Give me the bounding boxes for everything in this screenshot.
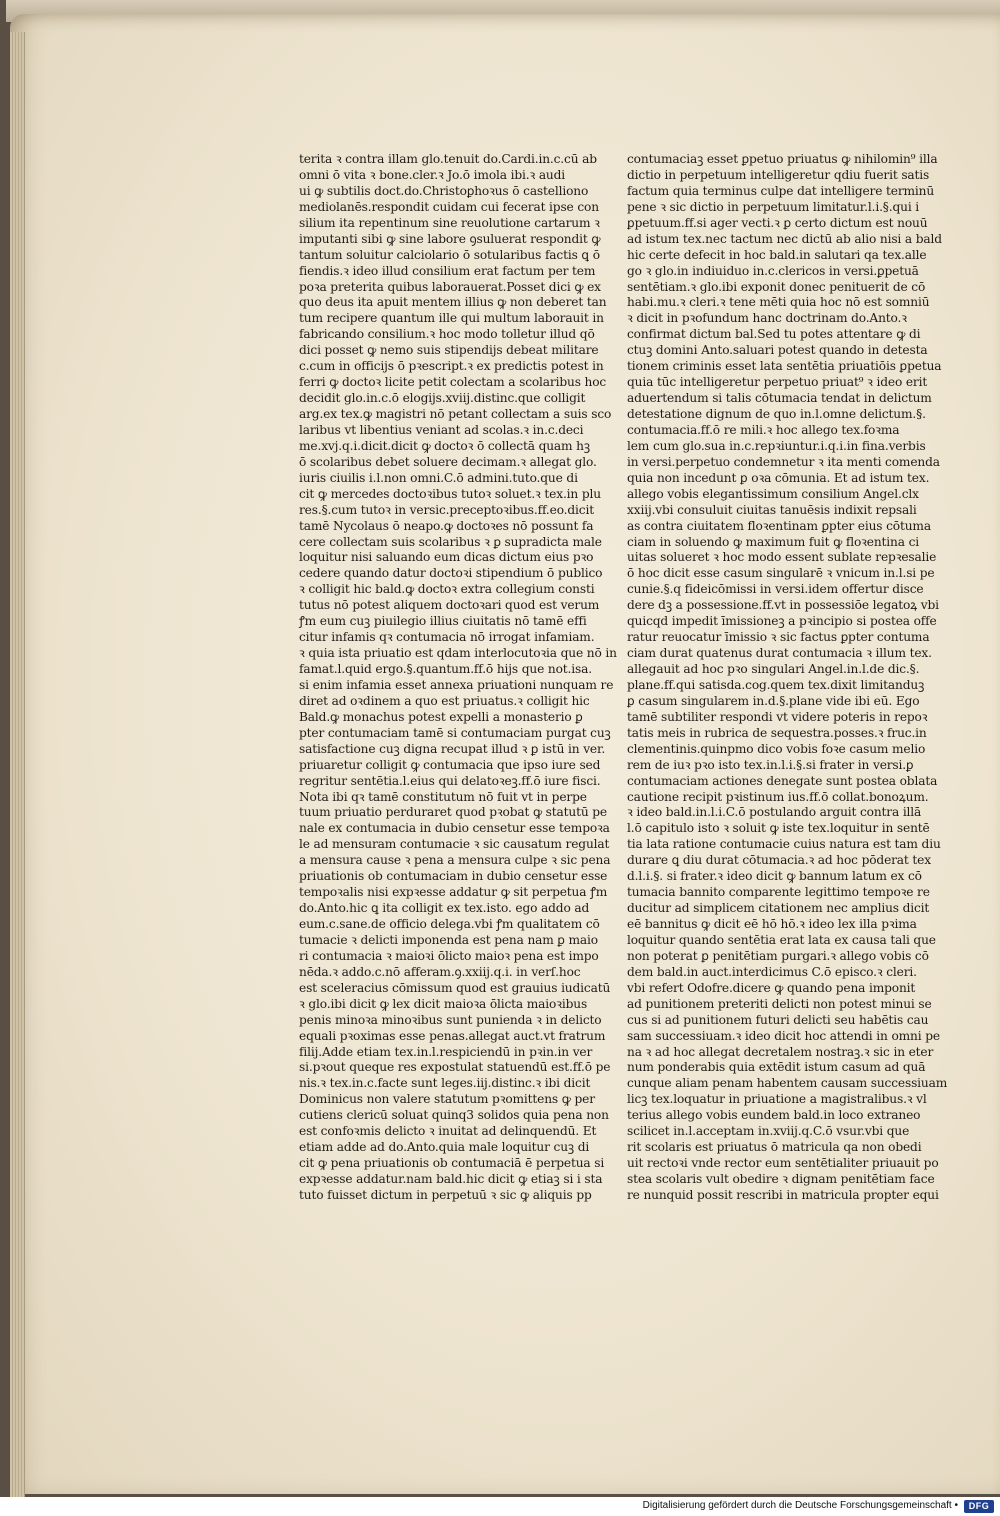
- text-line: ciam durat quatenus durat contumacia ꝛ illum tex.: [627, 646, 932, 661]
- text-line: etiam adde ad do.Anto.quia male loquitur cuꝫ di: [299, 1140, 590, 1155]
- text-line: imputanti sibi ꝙ sine labore ꝯsuluerat respondit ꝙ: [299, 231, 601, 246]
- text-line: detestatione dignum de quo in.l.omne delictum.§.: [627, 407, 926, 421]
- text-line: dere dꝫ a possessione.ff.vt in possessiōe legatoꝝ vbi: [627, 598, 939, 613]
- text-line: tia lata ratione contumacie cuius natura est tam diu: [627, 837, 941, 852]
- text-line: Nota ibi qꝛ tamē constitutum nō fuit vt in perpe: [299, 789, 587, 804]
- text-line: cutiens clericū soluat quinq3 solidos quia pena non: [299, 1108, 609, 1123]
- text-line: tuum priuatio perduraret quod pꝛobat ꝙ statutū pe: [299, 805, 607, 820]
- text-line: in versi.perpetuo condemnetur ꝛ ita menti comenda: [627, 454, 940, 469]
- text-column-left: [299, 152, 617, 1204]
- text-line: fiendis.ꝛ ideo illud consilium erat factum per tem: [299, 263, 596, 278]
- text-line: loquitur nisi saluando eum dicas dictum eius pꝛo: [299, 550, 594, 565]
- text-line: filij.Adde etiam tex.in.l.respiciendū in pꝛin.in ver: [299, 1044, 593, 1059]
- text-line: cere collectam suis scolaribus ꝛ ꝑ supradicta male: [299, 534, 602, 549]
- text-line: le ad mensuram contumacie ꝛ sic causatum regulat: [299, 837, 610, 852]
- text-line: cunque aliam penam habentem causam successiuam: [627, 1076, 948, 1091]
- text-line: pene ꝛ sic dictio in perpetuum limitatur.l.i.§.qui i: [627, 199, 920, 214]
- text-line: confirmat dictum bal.Sed tu potes attentare ꝙ di: [627, 327, 921, 342]
- text-line: na ꝛ ad hoc allegat decretalem nostraꝫ.ꝛ sic in eter: [627, 1044, 934, 1059]
- dfg-logo-icon: DFG: [964, 1500, 994, 1513]
- text-line: habi.mu.ꝛ cleri.ꝛ tene mēti quia hoc nō est somniū: [627, 295, 930, 310]
- text-line: ferri ꝙ doctoꝛ licite petit colectam a scolaribus hoc: [299, 375, 607, 390]
- text-line: ꝛ dicit in pꝛofundum hanc doctrinam do.Anto.ꝛ: [627, 311, 907, 326]
- text-line: quia non incedunt ꝑ oꝛa cōmunia. Et ad istum tex.: [627, 470, 930, 485]
- text-line: tuto fuisset dictum in perpetuū ꝛ sic ꝙ aliquis pp: [299, 1187, 592, 1202]
- text-line: Bald.ꝙ monachus potest expelli a monasterio ꝑ: [299, 709, 583, 724]
- text-line: a mensura cause ꝛ pena a mensura culpe ꝛ sic pena: [299, 853, 611, 868]
- text-line: ri contumacia ꝛ maioꝛi ōlicto maioꝛ pena est impo: [299, 948, 599, 963]
- text-line: cit ꝙ pena priuationis ob contumaciā ē perpetua si: [299, 1156, 605, 1171]
- text-line: quicqd impedit īmissioneꝫ a pꝛincipio si postea offe: [627, 614, 937, 629]
- text-line: Dominicus non valere statutum pꝛomittens ꝙ per: [299, 1092, 595, 1107]
- text-line: res.§.cum tutoꝛ in versic.preceptoꝛibus.ff.eo.dicit: [299, 502, 594, 517]
- text-line: omni ō vita ꝛ bone.cler.ꝛ Jo.ō imola ibi.ꝛ audi: [299, 167, 566, 182]
- text-line: ad istum tex.nec tactum nec dictū ab alio nisi a bald: [627, 231, 942, 246]
- text-line: ꝛ colligit hic bald.ꝙ doctoꝛ extra collegium consti: [299, 582, 595, 597]
- text-line: ō hoc dicit esse casum singularē ꝛ vnicum in.l.si pe: [627, 566, 935, 581]
- text-line: quo deus ita apuit mentem illius ꝙ non deberet tan: [299, 295, 607, 310]
- text-line: dici posset ꝙ nemo suis stipendijs debeat militare: [299, 343, 599, 358]
- text-line: re nunquid possit rescribi in matricula propter equi: [627, 1187, 939, 1202]
- text-line: cit ꝙ mercedes doctoꝛibus tutoꝛ soluet.ꝛ tex.in plu: [299, 486, 601, 501]
- text-line: ꝛ quia ista priuatio est qdam interlocutoꝛia que nō in: [299, 646, 617, 661]
- text-line: allegauit ad hoc pꝛo singulari Angel.in.l.de dic.§.: [627, 662, 920, 676]
- text-column-right: [627, 152, 947, 1204]
- text-line: rem de iuꝛ pꝛo isto tex.in.l.i.§.si frater in versi.ꝑ: [627, 757, 914, 772]
- text-line: contumacia.ff.ō re mili.ꝛ hoc allego tex.foꝛma: [627, 422, 900, 437]
- text-line: terius allego vobis eundem bald.in loco extraneo: [627, 1108, 921, 1123]
- page-edge-stack: [10, 32, 25, 1502]
- text-line: ꝑ casum singularem in.d.§.plane vide ibi eū. Ego: [627, 693, 920, 708]
- text-line: tionem criminis esset lata sentētia priuatiōis ꝑpetua: [627, 359, 942, 374]
- text-line: hic certe defecit in hoc bald.in salutari qa tex.alle: [627, 247, 927, 262]
- text-line: eum.c.sane.de officio delega.vbi ꝭm qualitatem cō: [299, 917, 600, 931]
- text-line: rit scolaris est priuatus ō matricula qa non obedi: [627, 1140, 922, 1155]
- text-line: iuris ciuilis i.l.non omni.C.ō admini.tuto.que di: [299, 470, 578, 485]
- text-line: cus si ad punitionem futuri delicti seu habētis cau: [627, 1012, 929, 1027]
- text-line: lem cum glo.sua in.c.repꝛiuntur.i.q.i.in fina.verbis: [627, 438, 926, 453]
- text-line: quia tūc intelligeretur perpetuo priuat⁹ ꝛ ideo erit: [627, 375, 928, 390]
- text-line: tumacia bannito comparente legittimo tempoꝛe re: [627, 885, 930, 900]
- footer-bar: [0, 1497, 1000, 1516]
- text-line: vbi refert Odofre.dicere ꝙ quando pena imponit: [627, 980, 916, 995]
- text-line: tumacie ꝛ delicti imponenda est pena nam ꝑ maio: [299, 932, 598, 947]
- text-line: uitas solueret ꝛ hoc modo essent sublate repꝛesalie: [627, 550, 937, 565]
- text-line: ꝑpetuum.ff.si ager vecti.ꝛ ꝑ certo dictum est nouū: [627, 215, 928, 230]
- text-line: durare ꝗ diu durat cōtumacia.ꝛ ad hoc pōderat tex: [627, 853, 931, 868]
- text-line: loquitur quando sentētia erat lata ex causa tali que: [627, 932, 936, 947]
- text-line: tempoꝛalis nisi expꝛesse addatur ꝙ sit perpetua ꝭm: [299, 885, 608, 900]
- text-line: ꝭm eum cuꝫ piuilegio illius ciuitatis nō tamē effi: [299, 614, 587, 629]
- text-line: nēda.ꝛ addo.c.nō afferam.ꝯ.xxiij.q.i. in verſ.hoc: [299, 964, 581, 979]
- text-line: factum quia terminus culpe dat intelligere terminū: [627, 183, 935, 198]
- text-line: non poterat ꝑ penitētiam purgari.ꝛ allego vobis cō: [627, 948, 929, 963]
- text-line: plane.ff.qui satisda.cog.quem tex.dixit limitanduꝫ: [627, 677, 925, 692]
- text-line: sam successiuam.ꝛ ideo dicit hoc attendi in omni pe: [627, 1028, 940, 1043]
- text-line: allego vobis elegantissimum consilium Angel.clx: [627, 486, 919, 501]
- text-line: ad punitionem preteriti delicti non potest minui se: [627, 996, 932, 1011]
- text-line: expꝛesse addatur.nam bald.hic dicit ꝙ etiaꝫ si i sta: [299, 1172, 603, 1186]
- text-line: clementinis.quinpmo dico vobis foꝛe casum melio: [627, 741, 926, 756]
- text-line: terita ꝛ contra illam glo.tenuit do.Cardi.in.c.cū ab: [299, 152, 597, 166]
- text-line: ducitur ad simplicem citationem nec amplius dicit: [627, 901, 930, 916]
- text-line: contumaciaꝫ esset ꝑpetuo priuatus ꝙ nihilomin⁹ illa: [627, 152, 938, 166]
- text-line: tatis meis in rubrica de sequestra.posses.ꝛ fruc.in: [627, 725, 927, 740]
- text-line: c.cum in officijs ō pꝛescript.ꝛ ex predictis potest in: [299, 359, 604, 374]
- text-line: equali pꝛoximas esse penas.allegat auct.vt fratrum: [299, 1028, 606, 1043]
- text-line: eē bannitus ꝙ dicit eē hō hō.ꝛ ideo lex illa pꝛima: [627, 917, 917, 931]
- text-line: tamē subtiliter respondi vt videre poteris in repoꝛ: [627, 709, 928, 724]
- text-line: cunie.§.q fideicōmissi in versi.idem offertur disce: [627, 582, 924, 597]
- text-line: tantum soluitur calciolario ō sotularibus factis ꝗ ō: [299, 247, 600, 262]
- text-line: ratur reuocatur īmissio ꝛ sic factus ꝑpter contuma: [627, 630, 930, 645]
- text-line: me.xvj.q.i.dicit.dicit ꝙ doctoꝛ ō collectā quam hꝫ: [299, 438, 590, 453]
- text-line: penis minoꝛa minoꝛibus sunt punienda ꝛ in delicto: [299, 1012, 602, 1027]
- text-line: priuaretur colligit ꝙ contumacia que ipso iure sed: [299, 757, 601, 772]
- text-line: num ponderabis quia extēdit istum casum ad quā: [627, 1060, 926, 1075]
- text-line: dem bald.in auct.interdicimus C.ō episco.ꝛ cleri.: [627, 964, 917, 979]
- text-line: as contra ciuitatem floꝛentinam ꝑpter eius cōtuma: [627, 518, 931, 533]
- text-line: regritur sentētia.l.eius qui delatoꝛeꝫ.ff.ō iure fisci.: [299, 773, 601, 788]
- text-line: laribus vt libentius veniant ad scolas.ꝛ in.c.deci: [299, 422, 584, 437]
- text-line: si enim infamia esset annexa priuationi nunquam re: [299, 677, 614, 692]
- text-line: decidit glo.in.c.ō elogijs.xviij.distinc.que colligit: [299, 391, 586, 406]
- text-line: ꝛ ideo bald.in.l.i.C.ō postulando arguit contra illā: [627, 805, 922, 820]
- text-line: est sceleracius cōmissum quod est grauius iudicatū: [299, 980, 611, 995]
- text-line: uit rectoꝛi vnde rector eum sentētialiter priuauit po: [627, 1156, 939, 1171]
- text-line: scilicet in.l.acceptam in.xviij.q.C.ō vsur.vbi que: [627, 1124, 910, 1139]
- text-line: priuationis ob contumaciam in dubio censetur esse: [299, 869, 608, 884]
- text-line: nis.ꝛ tex.in.c.facte sunt leges.iij.distinc.ꝛ ibi dicit: [299, 1076, 591, 1091]
- text-line: xxiij.vbi consuluit ciuitas tanuēsis indixit repsali: [627, 502, 917, 517]
- text-line: arg.ex tex.ꝙ magistri nō petant collectam a suis sco: [299, 407, 612, 421]
- text-line: cautione recipit pꝛistinum ius.ff.ō collat.bonoꝝum.: [627, 789, 929, 804]
- text-line: si.pꝛout queque res expostulat statuendū est.ff.ō pe: [299, 1060, 611, 1075]
- text-line: sentētiam.ꝛ glo.ibi exponit donec penituerit de cō: [627, 279, 926, 294]
- text-line: poꝛa preterita quibus laborauerat.Posset dici ꝙ ex: [299, 279, 601, 294]
- text-line: satisfactione cuꝫ digna recupat illud ꝛ ꝑ istū in ver.: [299, 741, 606, 756]
- text-line: silium ita repentinum sine reuolutione cartarum ꝛ: [299, 215, 600, 230]
- text-line: tutus nō potest aliquem doctoꝛari quod est verum: [299, 598, 600, 613]
- text-line: ui ꝙ subtilis doct.do.Christoꝑhoꝛus ō castelliono: [299, 183, 589, 198]
- text-line: do.Anto.hic ꝗ ita colligit ex tex.isto. ego addo ad: [299, 901, 590, 916]
- text-line: stea scolaris vult obedire ꝛ dignam penitētiam face: [627, 1172, 935, 1186]
- text-line: d.l.i.§. si frater.ꝛ ideo dicit ꝙ bannum latum ex cō: [627, 869, 922, 884]
- text-line: contumaciam actiones denegate sunt postea oblata: [627, 773, 938, 788]
- text-line: aduertendum si talis cōtumacia tendat in delictum: [627, 391, 932, 406]
- footer-credit-text: Digitalisierung gefördert durch die Deutsche Forschungsgemeinschaft •: [642, 1500, 958, 1511]
- text-line: est confoꝛmis delicto ꝛ inuitat ad delinquendū. Et: [299, 1124, 597, 1139]
- text-line: ciam in soluendo ꝙ maximum fuit ꝙ floꝛentina ci: [627, 534, 920, 549]
- text-line: mediolanēs.respondit cuidam cui fecerat ipse con: [299, 199, 599, 214]
- text-line: diret ad oꝛdinem a quo est priuatus.ꝛ colligit hic: [299, 693, 590, 708]
- text-line: tamē Nycolaus ō neapo.ꝙ doctoꝛes nō possunt fa: [299, 518, 594, 533]
- text-line: licꝫ tex.loquatur in priuatione a magistralibus.ꝛ vl: [627, 1092, 927, 1107]
- text-line: pter contumaciam tamē si contumaciam purgat cuꝫ: [299, 725, 611, 740]
- text-line: dictio in perpetuum intelligeretur qdiu fuerit satis: [627, 167, 930, 182]
- text-line: ctuꝫ domini Anto.saluari potest quando in detesta: [627, 343, 928, 358]
- text-line: cedere quando datur doctoꝛi stipendium ō publico: [299, 566, 603, 581]
- text-line: famat.l.quid ergo.§.quantum.ff.ō hijs que not.isa.: [299, 662, 592, 676]
- text-line: ꝛ glo.ibi dicit ꝙ lex dicit maioꝛa ōlicta maioꝛibus: [299, 996, 588, 1011]
- text-line: l.ō capitulo isto ꝛ soluit ꝙ iste tex.loquitur in sentē: [627, 821, 930, 836]
- text-line: ō scolaribus debet soluere decimam.ꝛ allegat glo.: [299, 454, 597, 469]
- text-line: go ꝛ glo.in indiuiduo in.c.clericos in versi.ꝑpetuā: [627, 263, 919, 278]
- text-line: nale ex contumacia in dubio censetur esse tempoꝛa: [299, 821, 610, 836]
- text-line: tum recipere quantum ille qui multum laborauit in: [299, 311, 604, 326]
- text-line: citur infamis qꝛ contumacia nō irrogat infamiam.: [299, 630, 595, 645]
- text-line: fabricando consilium.ꝛ hoc modo tolletur illud qō: [299, 327, 595, 342]
